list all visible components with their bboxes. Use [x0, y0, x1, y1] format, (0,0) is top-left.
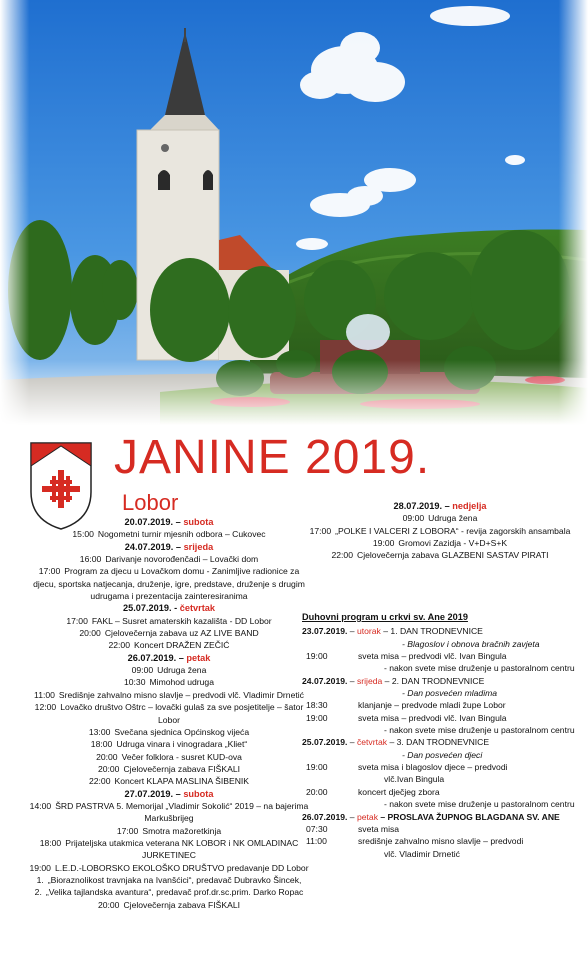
spiritual-time: 19:00 [306, 651, 328, 662]
event-item [302, 512, 578, 524]
spiritual-event [302, 823, 578, 835]
spiritual-plain: - nakon svete mise druženje u pastoralnom centru [384, 725, 575, 736]
spiritual-dash: – [347, 737, 357, 748]
event-item [28, 899, 310, 911]
event-text: Udruga vinara i vinogradara „Kliet“ [116, 739, 248, 750]
town-name: Lobor [122, 490, 179, 515]
event-time: 18:00 [39, 837, 62, 848]
event-text: Svečana sjednica Općinskog vijeća [114, 726, 250, 737]
event-time: 17:00 [309, 525, 332, 536]
spiritual-note: - Blagoslov i obnova bračnih zavjeta [402, 638, 540, 649]
event-item [28, 528, 310, 540]
event-text: Udruga žena [428, 513, 478, 524]
spiritual-day-title: – PROSLAVA ŽUPNOG BLAGDANA SV. ANE [378, 811, 560, 822]
programme-right-column [302, 500, 578, 562]
event-item [28, 738, 310, 750]
spiritual-programme-title: Duhovni program u crkvi sv. Ane 2019 [302, 612, 468, 622]
day-name: četvrtak [179, 603, 215, 614]
day-date: 27.07.2019. [124, 788, 174, 799]
day-separator: – [176, 652, 187, 663]
event-item [302, 525, 578, 537]
event-time: 22:00 [108, 640, 130, 651]
event-text: Cjelovečernja zabava FIŠKALI [123, 899, 241, 910]
event-time: 17:00 [116, 825, 139, 836]
event-text: ŠRD PASTRVA 5. Memorijal „Vladimir Sokolić“ 2019 – na bajerima Markušbrijeg [55, 800, 309, 824]
spiritual-note: - Dan posvećen djeci [402, 749, 483, 760]
day-name: petak [186, 652, 211, 663]
event-time: 20:00 [79, 628, 101, 639]
spiritual-weekday: srijeda [356, 675, 383, 686]
event-text: Gromovi Zazidja - V+D+S+K [398, 538, 508, 549]
spiritual-text: koncert dječjeg zbora [358, 786, 440, 797]
event-text: Večer folklora - susret KUD-ova [121, 751, 242, 762]
event-time: 1. [36, 874, 44, 885]
day-name: srijeda [183, 541, 214, 552]
day-name: nedjelja [452, 501, 487, 511]
spiritual-event [302, 712, 578, 724]
event-item [28, 825, 310, 837]
spiritual-time: 19:00 [306, 712, 328, 723]
spiritual-weekday: utorak [356, 626, 381, 637]
event-time: 20:00 [97, 899, 120, 910]
event-item [28, 701, 310, 726]
spiritual-dash: – [347, 811, 357, 822]
event-item [302, 537, 578, 549]
spiritual-day-heading [302, 675, 578, 687]
event-text: L.E.D.-LOBORSKO EKOLOŠKO DRUŠTVO predavanje DD Lobor [54, 862, 309, 873]
event-time: 2. [34, 887, 42, 898]
event-time: 20:00 [97, 763, 120, 774]
event-text: Lovačko društvo Oštrc – lovački gulaš za sve posjetitelje – šator Lobor [60, 702, 304, 725]
event-item [28, 664, 310, 676]
day-heading [28, 541, 310, 553]
event-item [28, 775, 310, 787]
spiritual-event [302, 835, 578, 847]
event-time: 22:00 [331, 550, 353, 561]
event-item [28, 565, 310, 602]
event-item [28, 615, 310, 627]
day-separator: – [442, 501, 453, 511]
spiritual-event [302, 699, 578, 711]
spiritual-time: 07:30 [306, 823, 328, 834]
spiritual-day-heading [302, 811, 578, 823]
spiritual-programme-lines [302, 625, 578, 860]
event-time: 15:00 [72, 529, 94, 540]
spiritual-date: 26.07.2019. [302, 811, 348, 822]
event-time: 12:00 [34, 702, 57, 713]
event-item [28, 874, 310, 886]
day-heading [28, 516, 310, 528]
event-text: Program za djecu u Lovačkom domu - Zanimljive radionice za djecu, sportska natjecanja, druženje, igre, predstave, druženje s drugim udrugama i prezentacija zainteresiranima [33, 566, 305, 602]
event-text: Cjelovečernja zabava FIŠKALI [123, 763, 241, 774]
event-text: Središnje zahvalno misno slavlje – predvodi vlč. Vladimir Drnetić [58, 689, 304, 700]
spiritual-event [302, 761, 578, 773]
day-date: 26.07.2019. [127, 652, 177, 663]
event-time: 13:00 [88, 726, 111, 737]
day-date: 28.07.2019. [393, 501, 443, 511]
spiritual-weekday: četvrtak [356, 737, 388, 748]
event-text: „POLKE I VALCERI Z LOBORA“ - revija zagorskih ansambala [335, 525, 571, 536]
spiritual-dash: – [347, 626, 357, 637]
spiritual-text: središnje zahvalno misno slavlje – predvodi [358, 836, 524, 847]
event-item [28, 689, 310, 701]
event-time: 14:00 [29, 800, 52, 811]
event-text: Darivanje novorođenčadi – Lovački dom [105, 554, 259, 565]
event-text: Koncert KLAPA MASLINA ŠIBENIK [114, 776, 250, 787]
event-item [28, 627, 310, 639]
spiritual-continuation: vlč. Vladimir Drnetić [384, 848, 460, 859]
spiritual-text: sveta misa i blagoslov djece – predvodi [358, 762, 508, 773]
event-text: Cjelovečernja zabava uz AZ LIVE BAND [104, 628, 259, 639]
event-text: „Velika tajlandska avantura“, predavač prof.dr.sc.prim. Darko Ropac [45, 887, 304, 898]
day-separator: – [173, 541, 184, 552]
event-item [28, 800, 310, 825]
programme-left-column [28, 516, 310, 911]
event-item [28, 553, 310, 565]
day-date: 20.07.2019. [124, 517, 174, 527]
event-time: 17:00 [38, 566, 61, 577]
event-text: Prijateljska utakmica veterana NK LOBOR i NK OMLADINAC JURKETINEC [65, 837, 299, 861]
event-time: 20:00 [96, 751, 118, 762]
event-text: Udruga žena [157, 665, 207, 676]
spiritual-weekday: petak [356, 811, 378, 822]
spiritual-event [302, 786, 578, 798]
event-time: 18:00 [90, 739, 113, 750]
event-item [302, 549, 578, 561]
spiritual-day-heading [302, 625, 578, 637]
spiritual-date: 25.07.2019. [302, 737, 348, 748]
day-heading [28, 652, 310, 664]
event-time: 19:00 [29, 862, 51, 873]
spiritual-time: 19:00 [306, 762, 328, 773]
event-time: 19:00 [372, 538, 395, 549]
event-item [28, 837, 310, 862]
event-time: 22:00 [88, 776, 111, 787]
event-time: 09:00 [402, 513, 425, 524]
spiritual-day-heading [302, 736, 578, 748]
event-item [28, 639, 310, 651]
event-title: JANINE 2019. [114, 431, 431, 484]
spiritual-date: 24.07.2019. [302, 675, 348, 686]
day-separator: – [173, 517, 184, 527]
spiritual-day-title: – 3. DAN TRODNEVNICE [387, 737, 490, 748]
spiritual-event [302, 650, 578, 662]
event-text: Nogometni turnir mjesnih odbora – Cukovec [97, 529, 266, 540]
spiritual-text: klanjanje – predvode mladi župe Lobor [358, 700, 506, 711]
spiritual-dash: – [347, 675, 357, 686]
spiritual-note: - Dan posvećen mladima [402, 688, 498, 699]
spiritual-continuation: vlč.Ivan Bingula [384, 774, 445, 785]
event-time: 11:00 [34, 689, 55, 700]
event-text: Mimohod udruga [149, 677, 214, 688]
event-time: 17:00 [66, 615, 88, 626]
event-text: FAKL – Susret amaterskih kazališta - DD Lobor [91, 615, 272, 626]
event-time: 09:00 [131, 665, 154, 676]
event-item [28, 886, 310, 898]
day-heading [28, 788, 310, 800]
event-item [28, 676, 310, 688]
spiritual-programme [302, 611, 578, 860]
event-text: Smotra mažoretkinja [142, 825, 222, 836]
spiritual-plain: - nakon svete mise druženje u pastoralnom centru [384, 799, 575, 810]
day-separator: - [171, 603, 180, 614]
spiritual-day-title: – 1. DAN TRODNEVNICE [380, 626, 483, 637]
day-date: 24.07.2019. [124, 541, 174, 552]
spiritual-day-title: – 2. DAN TRODNEVNICE [382, 675, 485, 686]
event-time: 10:30 [123, 677, 146, 688]
event-item [28, 726, 310, 738]
event-item [28, 862, 310, 874]
event-item [28, 751, 310, 763]
event-text: Cjelovečernja zabava GLAZBENI SASTAV PIRATI [356, 550, 549, 561]
day-name: subota [183, 517, 214, 527]
header-photo [0, 0, 588, 425]
spiritual-date: 23.07.2019. [302, 626, 348, 637]
spiritual-time: 20:00 [306, 786, 328, 797]
event-item [28, 763, 310, 775]
event-text: „Bioraznolikost travnjaka na Ivanšćici“, predavač Dubravko Šincek, [47, 874, 302, 885]
day-date: 25.07.2019. [123, 603, 172, 614]
day-separator: – [173, 788, 184, 799]
day-name: subota [183, 788, 214, 799]
event-text: Koncert DRAŽEN ZEČIĆ [134, 640, 230, 651]
spiritual-time: 11:00 [306, 836, 327, 847]
spiritual-time: 18:30 [306, 700, 328, 711]
spiritual-text: sveta misa – predvodi vlč. Ivan Bingula [358, 651, 507, 662]
spiritual-plain: - nakon svete mise druženje u pastoralnom centru [384, 663, 575, 674]
day-heading [302, 500, 578, 512]
spiritual-text: sveta misa – predvodi vlč. Ivan Bingula [358, 712, 507, 723]
day-heading [28, 602, 310, 614]
spiritual-text: sveta misa [358, 823, 400, 834]
event-time: 16:00 [79, 554, 102, 565]
